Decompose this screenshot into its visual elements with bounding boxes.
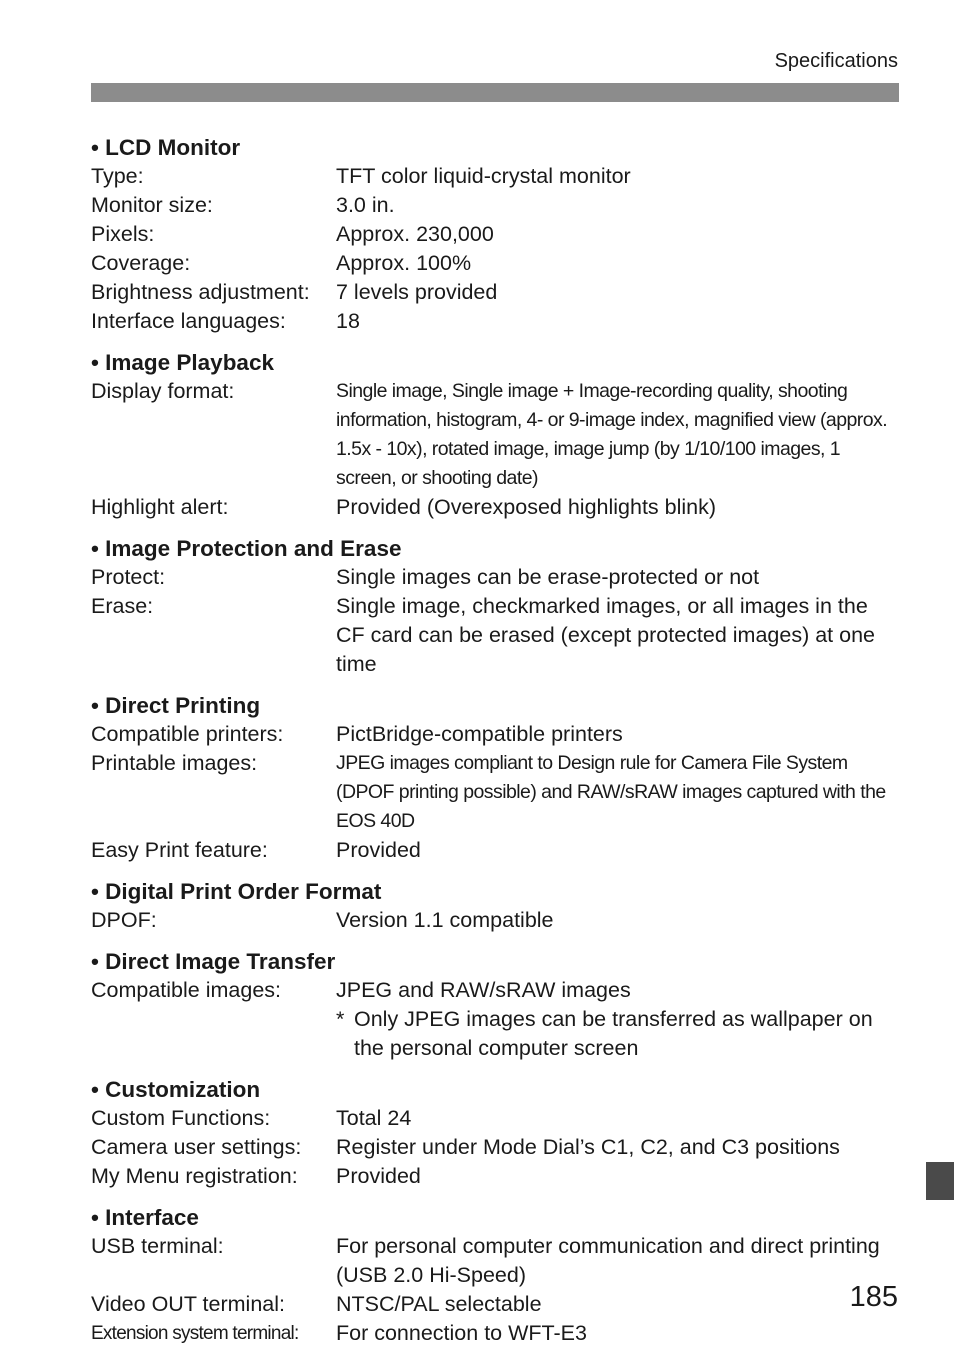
section-image-playback [91,348,901,522]
spec-label: Display format: [91,379,235,403]
section-title: • Digital Print Order Format [91,879,382,904]
section-title: • Image Protection and Erase [91,536,402,561]
spec-label: Camera user settings: [91,1135,302,1159]
spec-row [91,249,901,278]
spec-value: Version 1.1 compatible [336,908,554,932]
spec-row [91,906,901,935]
section-dpof [91,877,901,935]
spec-row [91,720,901,749]
spec-label: Printable images: [91,751,258,775]
spec-row [91,836,901,865]
spec-value: Single image, checkmarked images, or all images in the CF card can be erased (except protected images) at one time [336,594,875,676]
spec-value: Provided [336,1164,421,1188]
spec-label: Monitor size: [91,193,213,217]
spec-label-spacer [91,1005,336,1063]
spec-row [91,162,901,191]
spec-value: NTSC/PAL selectable [336,1292,542,1316]
spec-row [91,1162,901,1191]
page-number: 185 [849,1281,898,1313]
spec-label: Highlight alert: [91,495,229,519]
section-customization [91,1075,901,1191]
spec-label: Erase: [91,594,154,618]
chapter-thumb-tab [926,1162,954,1200]
spec-label: Easy Print feature: [91,838,268,862]
spec-row [91,278,901,307]
spec-value: Total 24 [336,1106,412,1130]
spec-label: Video OUT terminal: [91,1292,285,1316]
footnote-text: Only JPEG images can be transferred as wallpaper on the personal computer screen [354,1007,873,1060]
section-title: • Interface [91,1205,199,1230]
spec-label: Protect: [91,565,166,589]
spec-value: Register under Mode Dial’s C1, C2, and C3 positions [336,1135,840,1159]
spec-label: Coverage: [91,251,191,275]
spec-row [91,1319,901,1348]
section-direct-printing [91,691,901,865]
spec-row [91,1290,901,1319]
footnote-marker: * [336,1007,345,1031]
spec-value: For connection to WFT-E3 [336,1321,587,1345]
spec-label: Brightness adjustment: [91,280,310,304]
spec-value: Provided (Overexposed highlights blink) [336,495,717,519]
spec-label: Type: [91,164,144,188]
section-title: • Image Playback [91,350,274,375]
spec-row [91,493,901,522]
section-title: • Customization [91,1077,261,1102]
section-direct-image-transfer [91,947,901,1063]
spec-row [91,749,901,836]
spec-row [91,563,901,592]
spec-value: 18 [336,309,360,333]
spec-value: JPEG and RAW/sRAW images [336,978,631,1002]
spec-value: PictBridge-compatible printers [336,722,623,746]
spec-label: USB terminal: [91,1234,224,1258]
section-title: • LCD Monitor [91,135,241,160]
spec-value: 7 levels provided [336,280,498,304]
spec-row [91,1133,901,1162]
spec-content [91,133,901,1360]
section-title: • Direct Image Transfer [91,949,336,974]
spec-value: Single images can be erase-protected or not [336,565,760,589]
spec-row [91,307,901,336]
spec-value: Approx. 230,000 [336,222,494,246]
section-lcd-monitor [91,133,901,336]
spec-row [91,976,901,1005]
spec-value: 3.0 in. [336,193,395,217]
header-rule-bar [91,83,899,102]
running-head: Specifications [774,50,898,72]
spec-label: Compatible images: [91,978,282,1002]
spec-row [91,1104,901,1133]
spec-value: Single image, Single image + Image-recording quality, shooting information, histogram, 4- or 9-image index, magnified view (approx. 1.5x - 10x), rotated image, image jump (by 1/10/100 images, 1 screen, or shooting date) [336,380,888,489]
spec-note-row [91,1005,901,1063]
spec-value: JPEG images compliant to Design rule for Camera File System (DPOF printing possible) and RAW/sRAW images captured with the EOS 40D [336,752,886,832]
spec-value: TFT color liquid-crystal monitor [336,164,631,188]
spec-row [91,592,901,679]
spec-label: Extension system terminal: [91,1323,299,1344]
spec-value: Approx. 100% [336,251,472,275]
spec-label: Interface languages: [91,309,286,333]
spec-row [91,220,901,249]
spec-row [91,1232,901,1290]
spec-value: Provided [336,838,421,862]
spec-label: Pixels: [91,222,155,246]
spec-label: DPOF: [91,908,157,932]
section-interface [91,1203,901,1348]
spec-row [91,191,901,220]
spec-note [336,1005,901,1063]
spec-label: My Menu registration: [91,1164,298,1188]
section-title: • Direct Printing [91,693,261,718]
section-image-protection-erase [91,534,901,679]
spec-label: Compatible printers: [91,722,284,746]
spec-label: Custom Functions: [91,1106,271,1130]
spec-value: For personal computer communication and direct printing (USB 2.0 Hi-Speed) [336,1234,880,1287]
spec-row [91,377,901,493]
